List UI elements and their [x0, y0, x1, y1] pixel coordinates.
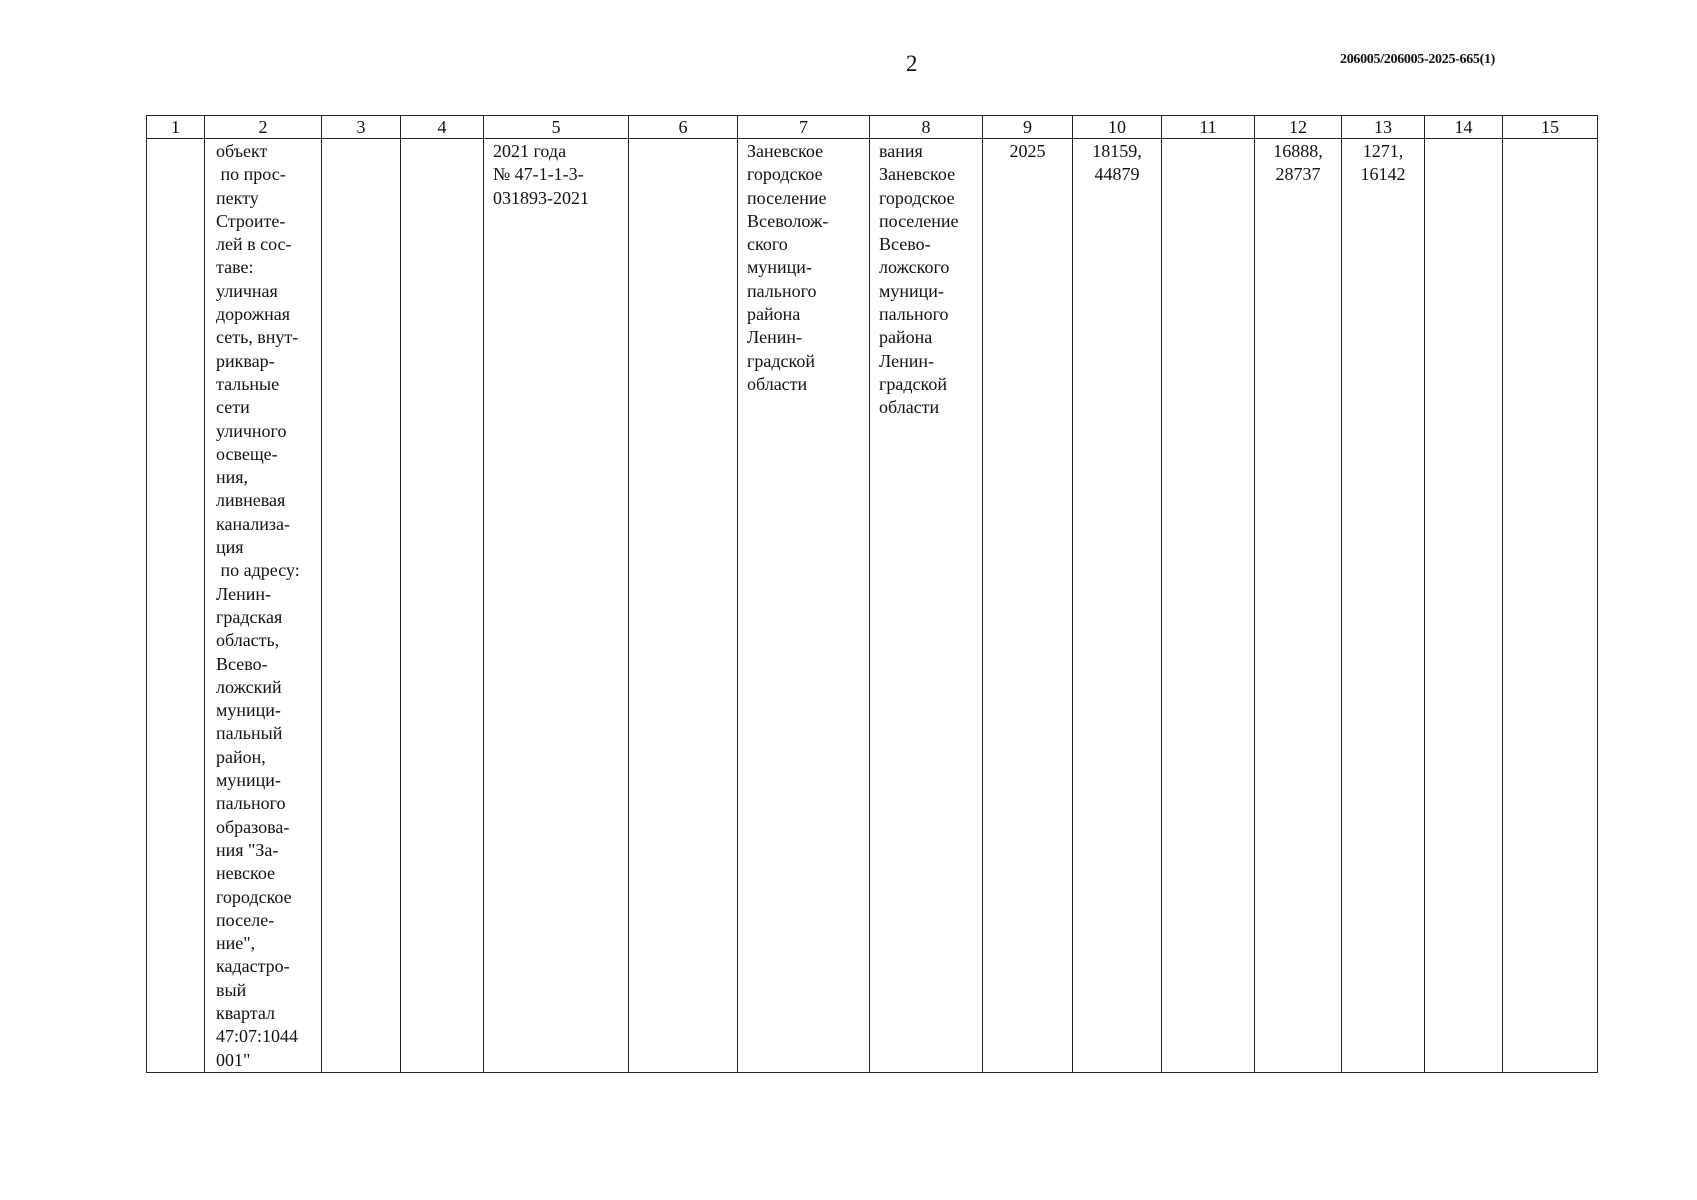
column-number-6: 6: [629, 116, 738, 139]
column-number-14: 14: [1425, 116, 1503, 139]
cell-col14: [1425, 139, 1503, 1073]
total-amount: 18159, 44879: [1092, 141, 1142, 185]
cell-year: [983, 139, 1073, 1073]
column-number-row: [147, 116, 1598, 139]
cell-municipality: [870, 139, 983, 1073]
amount-1: 16888, 28737: [1273, 141, 1323, 185]
table-row: [147, 139, 1598, 1073]
year-value: 2025: [1009, 141, 1046, 161]
cell-object-description: [205, 139, 322, 1073]
registry-table: [146, 115, 1598, 1073]
column-number-13: 13: [1342, 116, 1425, 139]
column-number-11: 11: [1162, 116, 1255, 139]
cell-total-amount: [1073, 139, 1162, 1073]
column-number-7: 7: [738, 116, 870, 139]
cell-col1: [147, 139, 205, 1073]
column-number-1: 1: [147, 116, 205, 139]
cell-amount-2: [1342, 139, 1425, 1073]
cell-col15: [1503, 139, 1598, 1073]
settlement-name: Заневское городское поселение Всеволож- ского муници- пального района Ленин- градской области: [747, 141, 829, 394]
column-number-15: 15: [1503, 116, 1598, 139]
column-number-3: 3: [322, 116, 401, 139]
column-number-12: 12: [1255, 116, 1342, 139]
cell-col4: [401, 139, 484, 1073]
document-id: 206005/206005-2025-665(1): [1340, 52, 1496, 67]
column-number-2: 2: [205, 116, 322, 139]
object-description: объект по прос- пекту Строите- лей в сос- таве: уличная дорожная сеть, внут- риквар- тальные сети уличного освеще- ния, ливневая канализа- ция по адресу: Ленин- градская область, Всево- ложский муници- пальный район, муници- пального образова- ния "За- невское городское поселе- ние", кадастро- вый квартал 47:07:1044 001": [216, 141, 300, 1070]
column-number-5: 5: [484, 116, 629, 139]
column-number-9: 9: [983, 116, 1073, 139]
column-number-4: 4: [401, 116, 484, 139]
column-number-10: 10: [1073, 116, 1162, 139]
cell-amount-1: [1255, 139, 1342, 1073]
permit-number: 2021 года № 47-1-1-3- 031893-2021: [493, 141, 589, 208]
municipality-name: вания Заневское городское поселение Всево- ложского муници- пального района Ленин- градской области: [879, 141, 959, 418]
page-number: 2: [906, 51, 918, 76]
cell-permit-number: [484, 139, 629, 1073]
cell-settlement: [738, 139, 870, 1073]
column-number-8: 8: [870, 116, 983, 139]
cell-col3: [322, 139, 401, 1073]
cell-col11: [1162, 139, 1255, 1073]
cell-col6: [629, 139, 738, 1073]
amount-2: 1271, 16142: [1360, 141, 1406, 185]
